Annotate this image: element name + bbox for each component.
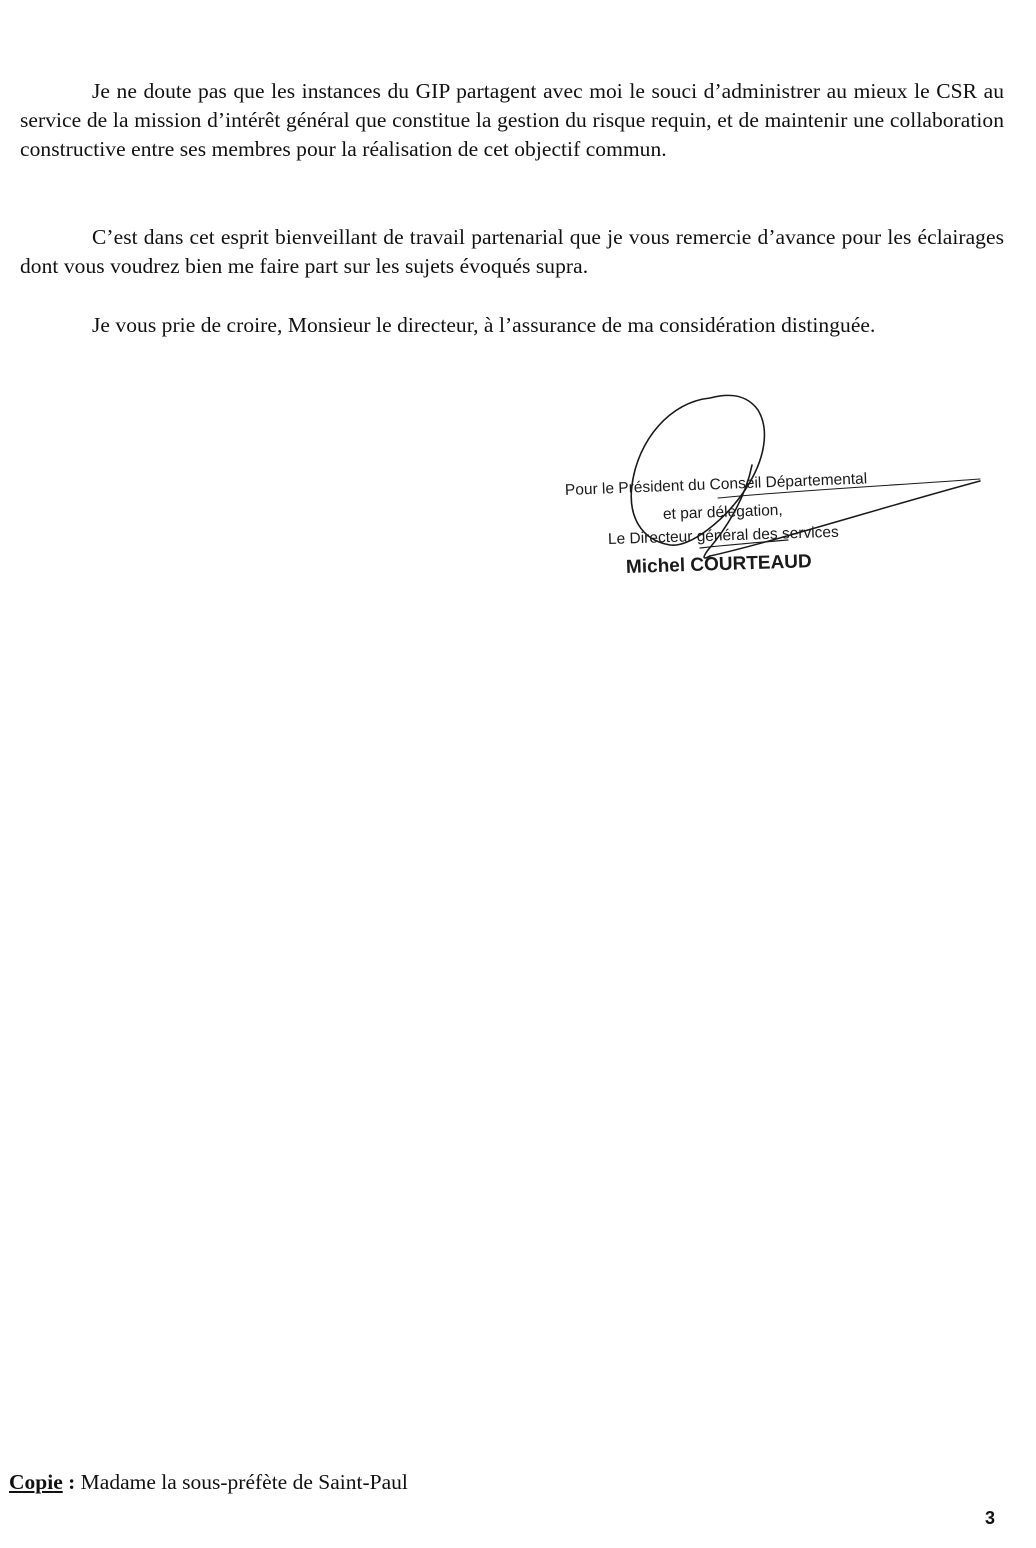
signature-delegation-line: et par délégation, [662, 501, 784, 523]
copy-separator: : [62, 1470, 76, 1494]
signatory-name: Michel COURTEAUD [625, 551, 813, 578]
copy-label: Copie [9, 1470, 63, 1494]
signature-block [520, 390, 1000, 600]
paragraph-thanks: C’est dans cet esprit bienveillant de travail partenarial que je vous remercie d’avance pour les éclairages dont vous voudrez bien me faire part sur les sujets évoqués supra. [20, 225, 1004, 278]
copy-recipient-text: Madame la sous-préfète de Saint-Paul [75, 1470, 408, 1494]
signature-title-line: Pour le Président du Conseil Départemental [564, 470, 868, 499]
page-number: 3 [985, 1508, 996, 1528]
paragraph-closing: Je vous prie de croire, Monsieur le directeur, à l’assurance de ma considération distinguée. [92, 313, 876, 337]
copy-recipient [9, 1470, 408, 1495]
signature-role-line: Le Directeur général des services [607, 523, 840, 548]
paragraph-administration: Je ne doute pas que les instances du GIP partagent avec moi le souci d’administrer au mieux le CSR au service de la mission d’intérêt général que constitue la gestion du risque requin, et de maintenir une collaboration constructive entre ses membres pour la réalisation de cet objectif commun. [20, 79, 1004, 161]
